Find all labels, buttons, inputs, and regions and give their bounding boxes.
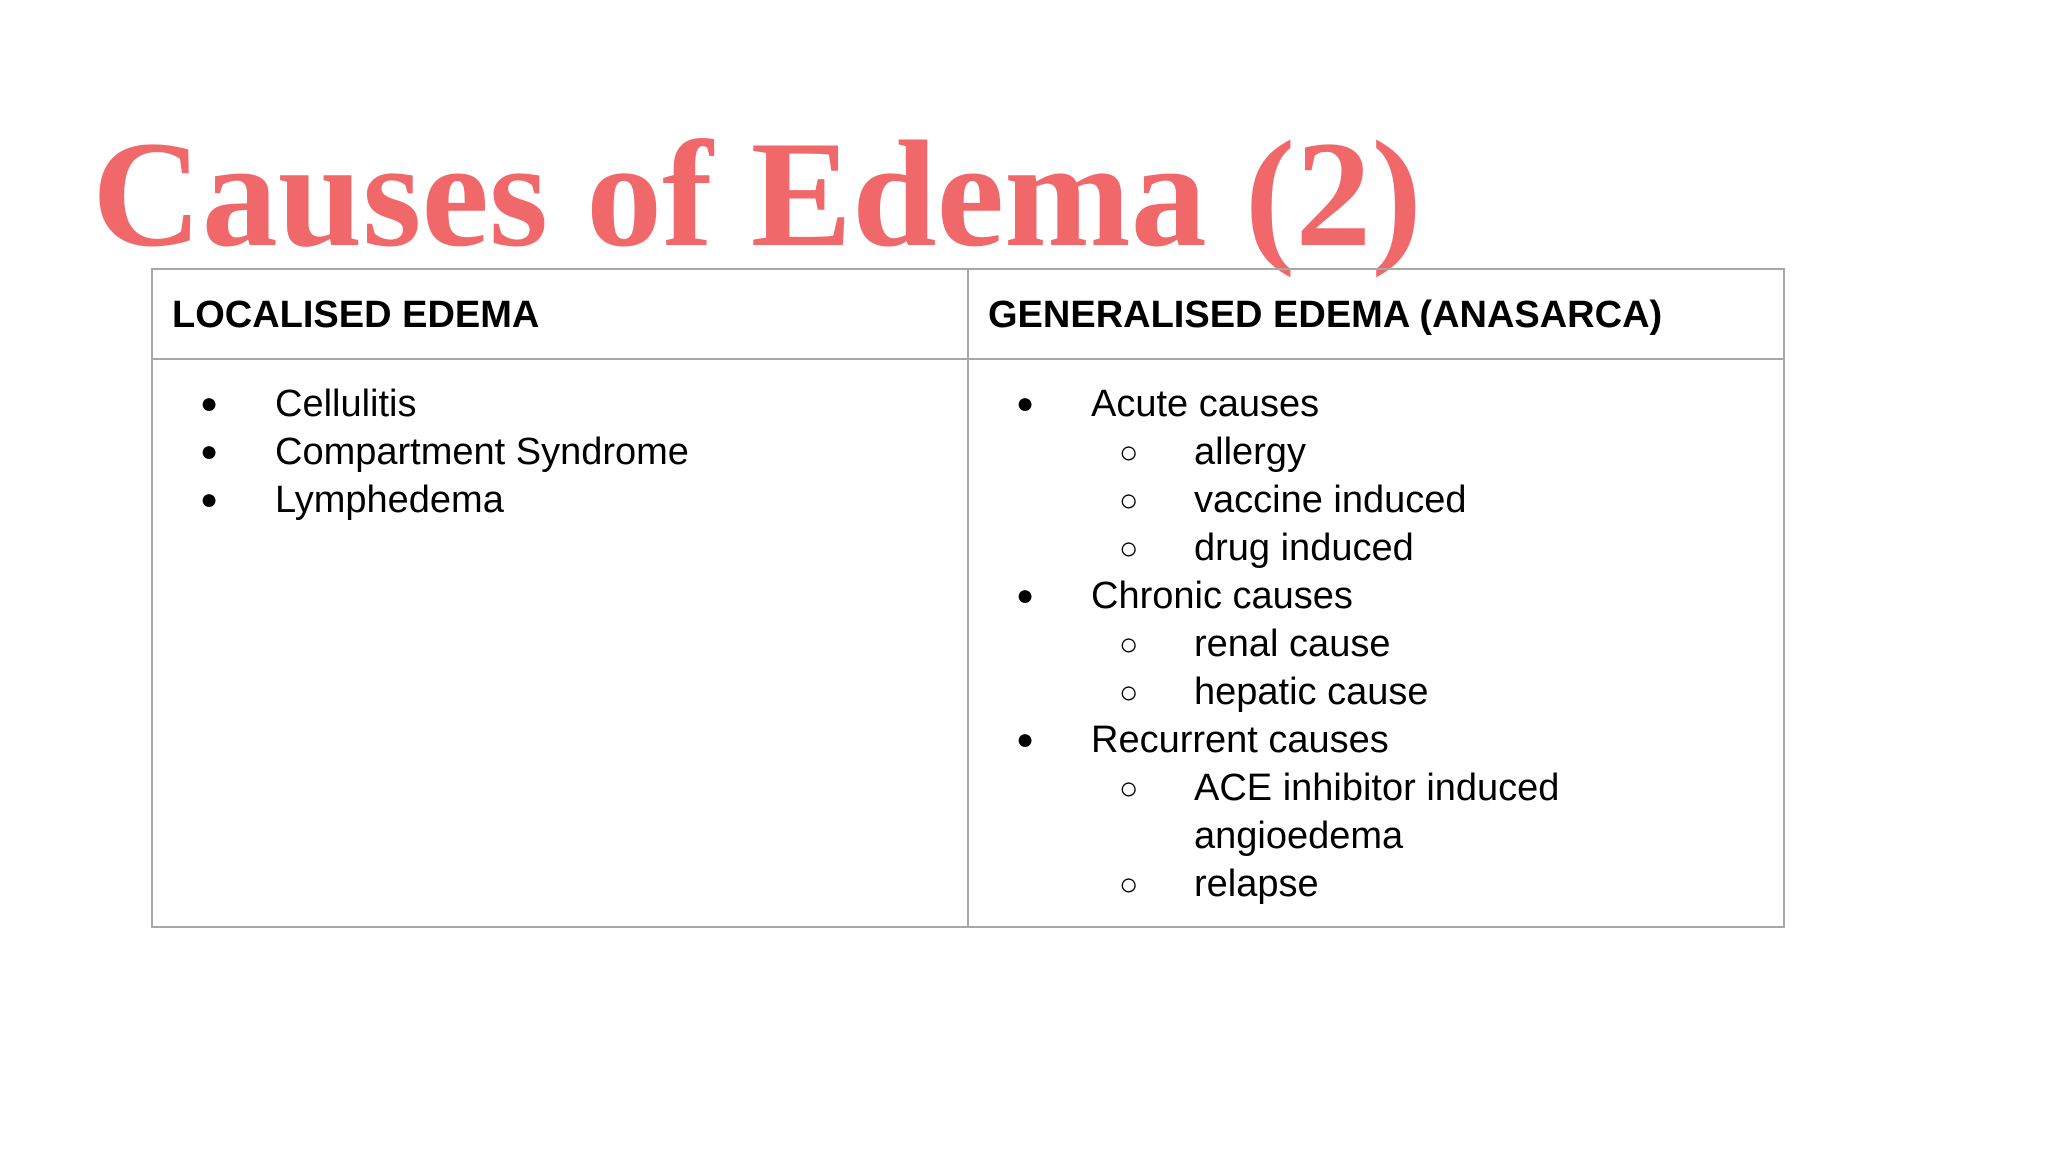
list-item-label: Compartment Syndrome [275, 431, 689, 473]
hollow-bullet-icon: ○ [1119, 434, 1139, 470]
solid-bullet-icon: ● [200, 387, 219, 420]
table-cell-localised [153, 360, 969, 926]
table-header-localised [153, 270, 969, 360]
list-item-label: vaccine induced [1194, 479, 1467, 521]
solid-bullet-icon: ● [1016, 579, 1035, 612]
list-item-label: renal cause [1194, 623, 1391, 665]
hollow-bullet-icon: ○ [1119, 674, 1139, 710]
hollow-bullet-icon: ○ [1119, 866, 1139, 902]
hollow-bullet-icon: ○ [1119, 770, 1139, 806]
solid-bullet-icon: ● [200, 483, 219, 516]
list-item-label: Acute causes [1091, 383, 1320, 425]
solid-bullet-icon: ● [1016, 387, 1035, 420]
list-item-label: drug induced [1194, 527, 1414, 569]
causes-table [151, 268, 1785, 928]
list-item-label: hepatic cause [1194, 671, 1429, 713]
header-generalised-label: GENERALISED EDEMA (ANASARCA) [988, 294, 1663, 336]
hollow-bullet-icon: ○ [1119, 530, 1139, 566]
solid-bullet-icon: ● [1016, 723, 1035, 756]
table-cell-generalised [969, 360, 1783, 926]
hollow-bullet-icon: ○ [1119, 626, 1139, 662]
hollow-bullet-icon: ○ [1119, 482, 1139, 518]
list-item-label: Recurrent causes [1091, 719, 1389, 761]
slide-title: Causes of Edema (2) [92, 110, 1422, 278]
list-item-label: allergy [1194, 431, 1306, 473]
list-item-label: Cellulitis [275, 383, 417, 425]
list-item-label: relapse [1194, 863, 1319, 905]
list-item-label: Chronic causes [1091, 575, 1353, 617]
list-item-label: ACE inhibitor induced angioedema [1194, 767, 1560, 857]
list-item-label: Lymphedema [275, 479, 504, 521]
solid-bullet-icon: ● [200, 435, 219, 468]
table-header-generalised [969, 270, 1783, 360]
header-localised-label: LOCALISED EDEMA [172, 294, 540, 336]
